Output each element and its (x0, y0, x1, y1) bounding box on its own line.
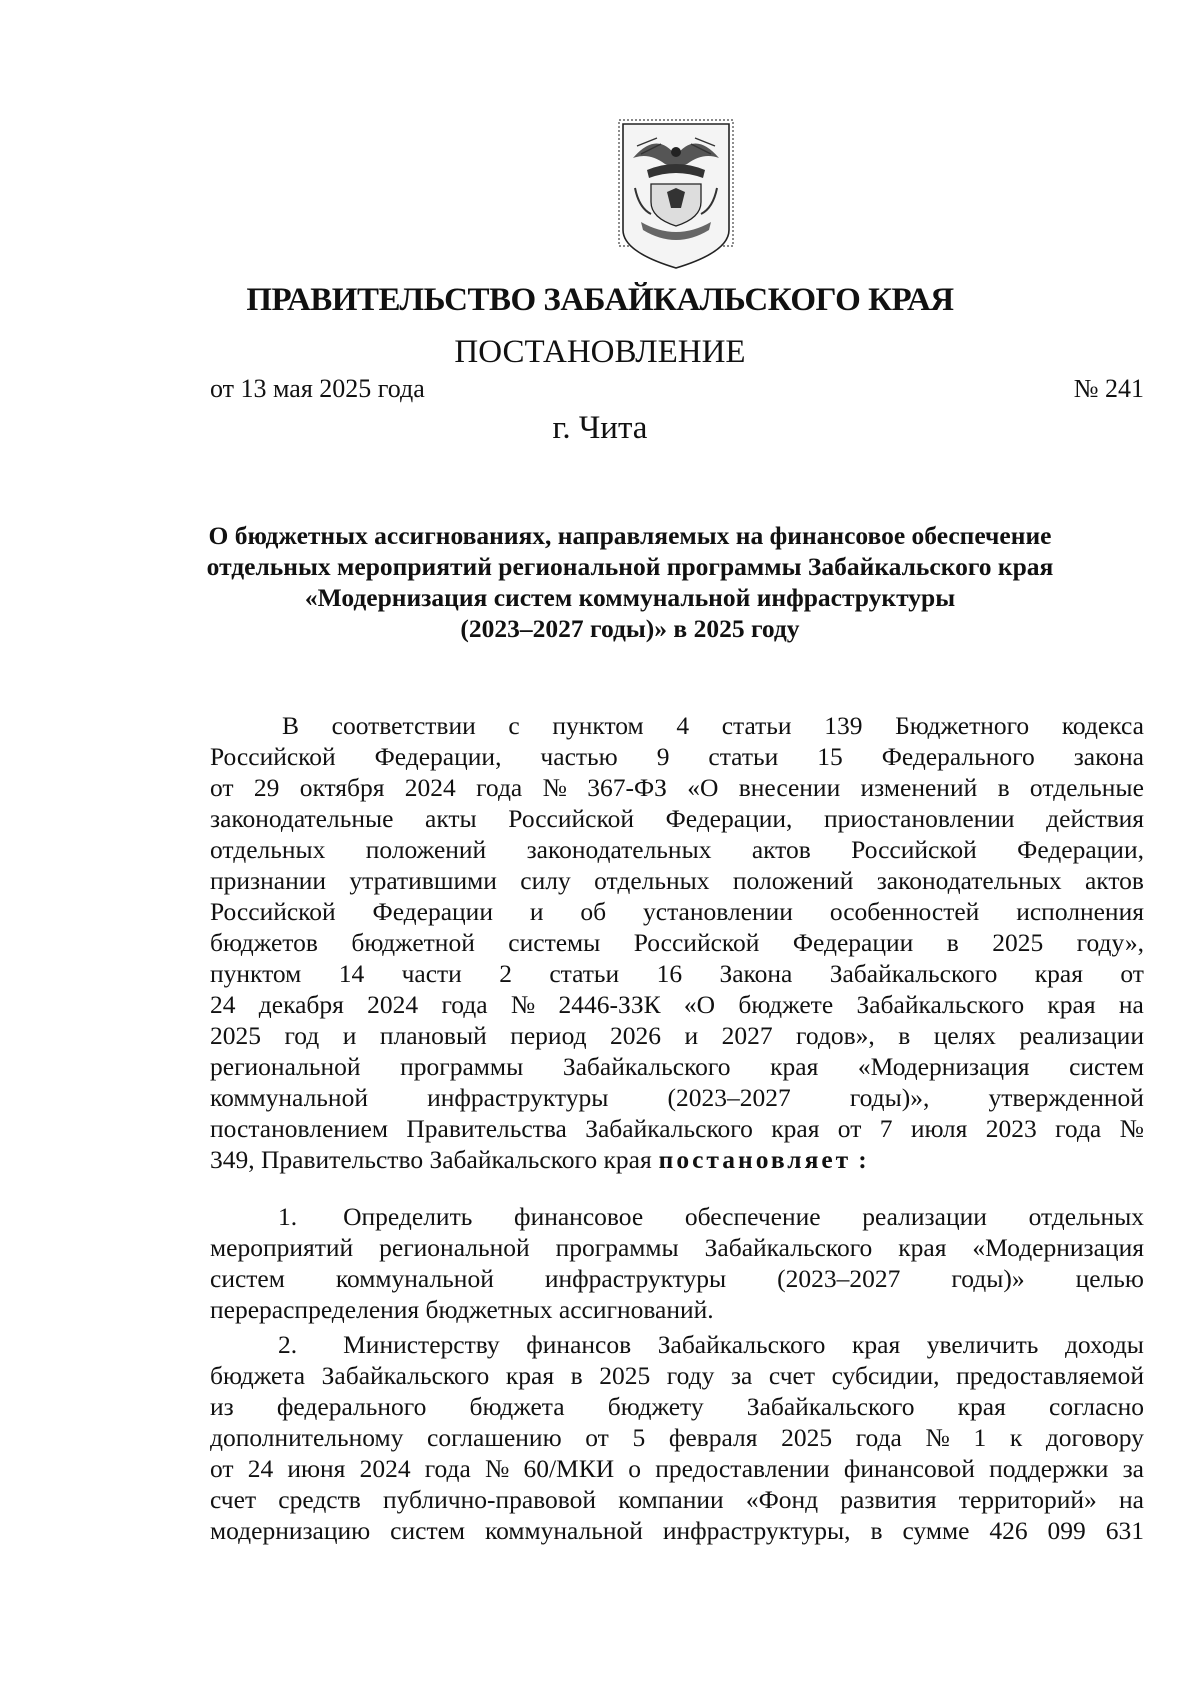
word: от (585, 1423, 609, 1452)
word: и (342, 1021, 357, 1050)
word: 29 (253, 773, 280, 802)
item-last-line: перераспределения бюджетных ассигнований. (210, 1295, 714, 1324)
word: территорий» (958, 1485, 1097, 1514)
word: Министерству (343, 1330, 500, 1359)
word: и (529, 897, 544, 926)
word: Забайкальского (746, 1392, 915, 1421)
word: соответствии (331, 711, 476, 740)
word: действия (1046, 804, 1144, 833)
word: средств (278, 1485, 361, 1514)
subject-line: «Модернизация систем коммунальной инфраструктуры (304, 583, 956, 612)
word: год (284, 1021, 320, 1050)
word: доходы (1064, 1330, 1144, 1359)
word: силу (520, 866, 571, 895)
word: 2025 (992, 928, 1044, 957)
text-line (210, 1515, 1144, 1546)
word: установлении (643, 897, 793, 926)
word: годы)» (951, 1264, 1025, 1293)
text-line (210, 927, 1144, 958)
word: Российской (210, 897, 336, 926)
word: 9 (656, 742, 670, 771)
word: сумме (902, 1516, 970, 1545)
word: положений (732, 866, 854, 895)
word: 16 (656, 959, 683, 988)
word: Российской (210, 742, 336, 771)
word: бюджету (607, 1392, 704, 1421)
text-line (210, 896, 1144, 927)
document-date: от 13 мая 2025 года (210, 374, 425, 403)
government-title: ПРАВИТЕЛЬСТВО ЗАБАЙКАЛЬСКОГО КРАЯ (246, 282, 954, 318)
word: 2 (499, 959, 512, 988)
word: реализации (1019, 1021, 1144, 1050)
word: Забайкальского (704, 1233, 873, 1262)
word: коммунальной (484, 1516, 643, 1545)
word: Забайкальского (856, 990, 1025, 1019)
word: предоставляемой (956, 1361, 1144, 1390)
word: «Модернизация (972, 1233, 1144, 1262)
word: края (852, 1330, 901, 1359)
word: на (1118, 990, 1144, 1019)
word: от (1120, 959, 1144, 988)
word: из (210, 1392, 234, 1421)
text-line (210, 989, 1144, 1020)
word: коммунальной (335, 1264, 494, 1293)
word: годы)», (849, 1083, 930, 1112)
word: инфраструктуры (427, 1083, 609, 1112)
word: Забайкальского (657, 1330, 826, 1359)
word: 60/МКИ (523, 1454, 615, 1483)
word: финансов (526, 1330, 632, 1359)
text-line (210, 803, 1144, 834)
text-line (210, 710, 1144, 741)
item-2-paragraph (210, 1329, 1144, 1546)
word: акты (425, 804, 477, 833)
item-first-line (343, 1329, 1144, 1360)
word: законодательных (876, 866, 1062, 895)
item-first-line (343, 1201, 1144, 1232)
word: соглашению (427, 1423, 562, 1452)
word: бюджете (738, 990, 834, 1019)
word: согласно (1049, 1392, 1144, 1421)
word: систем (210, 1264, 285, 1293)
word: Российской (508, 804, 634, 833)
word: края (898, 1233, 947, 1262)
word: целях (933, 1021, 996, 1050)
document-city: г. Чита (552, 410, 648, 446)
word: 099 (1047, 1516, 1086, 1545)
word: года (424, 1454, 471, 1483)
word: в (898, 1021, 911, 1050)
word: «О (687, 773, 719, 802)
word: внесении (738, 773, 841, 802)
preamble-last-text: 349, Правительство Забайкальского края (210, 1145, 652, 1174)
word: обеспечение (684, 1202, 821, 1231)
text-line (210, 1082, 1144, 1113)
word: 139 (824, 711, 863, 740)
text-line (210, 1144, 1144, 1175)
word: 5 (632, 1423, 646, 1452)
word: плановый (379, 1021, 487, 1050)
word: Определить (343, 1202, 473, 1231)
word: приостановлении (823, 804, 1015, 833)
word: особенностей (829, 897, 980, 926)
text-line (210, 865, 1144, 896)
word: края (957, 1392, 1006, 1421)
word: компании (618, 1485, 724, 1514)
word: предоставлении (655, 1454, 830, 1483)
word: счет (210, 1485, 257, 1514)
word: изменений (860, 773, 978, 802)
word: систем (1069, 1052, 1144, 1081)
word: 631 (1105, 1516, 1144, 1545)
word: мероприятий (210, 1233, 354, 1262)
word: инфраструктуры, (662, 1516, 851, 1545)
word: 4 (676, 711, 690, 740)
word: статьи (708, 742, 779, 771)
word: № (1119, 1114, 1144, 1143)
text-line (210, 1020, 1144, 1051)
word: годов», (796, 1021, 875, 1050)
word: от (210, 1454, 234, 1483)
word: № (542, 773, 567, 802)
word: положений (365, 835, 487, 864)
word: систем (390, 1516, 466, 1545)
word: в (946, 928, 959, 957)
word: бюджета (469, 1392, 565, 1421)
word: части (401, 959, 462, 988)
word: с (508, 711, 520, 740)
word: реализации (862, 1202, 987, 1231)
subject-line: отдельных мероприятий региональной программы Забайкальского края (206, 552, 1054, 581)
document-number: № 241 (1073, 374, 1144, 403)
word: 15 (817, 742, 843, 771)
word: Российской (851, 835, 977, 864)
word: бюджета (210, 1361, 306, 1390)
item-number: 2. (278, 1330, 298, 1359)
word: Забайкальского (321, 1361, 490, 1390)
word: к (1009, 1423, 1023, 1452)
word: Федерального (881, 742, 1035, 771)
item-1-paragraph (210, 1201, 1144, 1325)
word: бюджетов (210, 928, 318, 957)
word: модернизацию (210, 1516, 371, 1545)
word: в (570, 1361, 583, 1390)
word: (2023–2027 (777, 1264, 901, 1293)
word: отдельных (594, 866, 710, 895)
word: 24 (210, 990, 236, 1019)
word: актов (751, 835, 811, 864)
text-line (210, 834, 1144, 865)
word: статьи (721, 711, 792, 740)
word: статьи (549, 959, 620, 988)
word: за (730, 1361, 753, 1390)
subject-line: О бюджетных ассигнованиях, направляемых на финансовое обеспечение (208, 521, 1052, 550)
word: от (837, 1114, 862, 1143)
word: утвержденной (988, 1083, 1144, 1112)
word: 2025 (781, 1423, 833, 1452)
word: счет (768, 1361, 816, 1390)
word: за (1122, 1454, 1144, 1483)
document-subject (130, 520, 1130, 644)
word: актов (1084, 866, 1144, 895)
text-line (210, 1294, 1144, 1325)
word: Федерации, (665, 804, 793, 833)
word: региональной (210, 1052, 361, 1081)
word: Забайкальского (829, 959, 998, 988)
text-line (210, 741, 1144, 772)
word: федерального (276, 1392, 427, 1421)
word: № (484, 1454, 510, 1483)
word: инфраструктуры (544, 1264, 727, 1293)
word: 2024 (404, 773, 456, 802)
word: договору (1045, 1423, 1144, 1452)
word: Бюджетного (895, 711, 1030, 740)
word: дополнительному (210, 1423, 404, 1452)
word: финансовое (514, 1202, 644, 1231)
word: и (684, 1021, 699, 1050)
word: публично-правовой (382, 1485, 597, 1514)
word: о (628, 1454, 642, 1483)
word: увеличить (926, 1330, 1039, 1359)
word: период (510, 1021, 587, 1050)
word: отдельных (1028, 1202, 1144, 1231)
word: системы (508, 928, 601, 957)
word: 24 (247, 1454, 274, 1483)
word: края (505, 1361, 555, 1390)
word: года (855, 1423, 902, 1452)
word: 2024 (359, 1454, 411, 1483)
word: в (870, 1516, 883, 1545)
word: края (771, 1114, 820, 1143)
word: программы (555, 1233, 679, 1262)
word: кодекса (1061, 711, 1144, 740)
subject-line: (2023–2027 годы)» в 2025 году (460, 614, 800, 643)
word: 2446-ЗЗК (558, 990, 661, 1019)
word: 2025 (210, 1021, 261, 1050)
word: 2025 (599, 1361, 651, 1390)
word: Федерации, (374, 742, 502, 771)
word: году», (1076, 928, 1144, 957)
word: постановлением (210, 1114, 389, 1143)
text-line (210, 1453, 1144, 1484)
word: Правительства (406, 1114, 567, 1143)
date-number-line (210, 374, 1144, 404)
word: пунктом (210, 959, 302, 988)
word: года (476, 773, 523, 802)
word: утратившими (349, 866, 497, 895)
word: 426 (989, 1516, 1028, 1545)
text-line (210, 1484, 1144, 1515)
word: № (510, 990, 536, 1019)
word: отдельных (210, 835, 326, 864)
word: В (282, 711, 300, 740)
word: 2027 (721, 1021, 773, 1050)
word: развития (840, 1485, 937, 1514)
word: «Модернизация (857, 1052, 1030, 1081)
text-line (210, 1329, 1144, 1360)
word: края (1034, 959, 1083, 988)
word: частью (540, 742, 618, 771)
text-line (210, 772, 1144, 803)
word: региональной (379, 1233, 530, 1262)
word: от (210, 773, 234, 802)
word: законодательных (526, 835, 712, 864)
word: 1 (973, 1423, 987, 1452)
word: поддержки (989, 1454, 1109, 1483)
text-line (210, 1263, 1144, 1294)
word: финансовой (843, 1454, 975, 1483)
word: края (1047, 990, 1096, 1019)
word: (2023–2027 (667, 1083, 791, 1112)
word: Федерации (372, 897, 493, 926)
text-line (210, 1201, 1144, 1232)
word: Забайкальского (585, 1114, 753, 1143)
word: декабря (258, 990, 344, 1019)
text-line (210, 1232, 1144, 1263)
word: «О (683, 990, 716, 1019)
word: Забайкальского (562, 1052, 731, 1081)
word: в (997, 773, 1010, 802)
word: на (1118, 1485, 1144, 1514)
text-line (210, 1360, 1144, 1391)
word: июня (287, 1454, 346, 1483)
document-type: ПОСТАНОВЛЕНИЕ (454, 334, 746, 370)
word: 2024 (367, 990, 419, 1019)
word: № (925, 1423, 950, 1452)
text-line (210, 958, 1144, 989)
word: коммунальной (210, 1083, 368, 1112)
text-line (210, 1391, 1144, 1422)
word: «Фонд (745, 1485, 819, 1514)
word: Российской (633, 928, 760, 957)
preamble-paragraph (210, 710, 1144, 1175)
item-number: 1. (278, 1202, 298, 1231)
word: февраля (668, 1423, 758, 1452)
word: края (770, 1052, 819, 1081)
text-line (210, 1113, 1144, 1144)
word: 367-ФЗ (587, 773, 667, 802)
word: закона (1073, 742, 1144, 771)
word: программы (400, 1052, 524, 1081)
word: 14 (338, 959, 365, 988)
word: пунктом (552, 711, 644, 740)
word: субсидии, (831, 1361, 940, 1390)
word: бюджетной (351, 928, 475, 957)
word: Закона (719, 959, 793, 988)
word: Федерации (792, 928, 914, 957)
word: года (1055, 1114, 1102, 1143)
word: года (441, 990, 488, 1019)
word: октября (299, 773, 385, 802)
word: исполнения (1016, 897, 1144, 926)
text-line (210, 1051, 1144, 1082)
coat-of-arms-icon (617, 118, 735, 270)
resolves-word: постановляет : (658, 1145, 870, 1174)
word: законодательные (210, 804, 394, 833)
word: 2023 (985, 1114, 1037, 1143)
word: отдельные (1029, 773, 1144, 802)
document-body (210, 710, 1144, 1546)
word: 7 (879, 1114, 893, 1143)
text-line (210, 1422, 1144, 1453)
word: целью (1075, 1264, 1144, 1293)
word: 2026 (610, 1021, 662, 1050)
word: об (580, 897, 607, 926)
word: Федерации, (1017, 835, 1144, 864)
word: признании (210, 866, 327, 895)
word: году (666, 1361, 715, 1390)
word: июля (910, 1114, 968, 1143)
